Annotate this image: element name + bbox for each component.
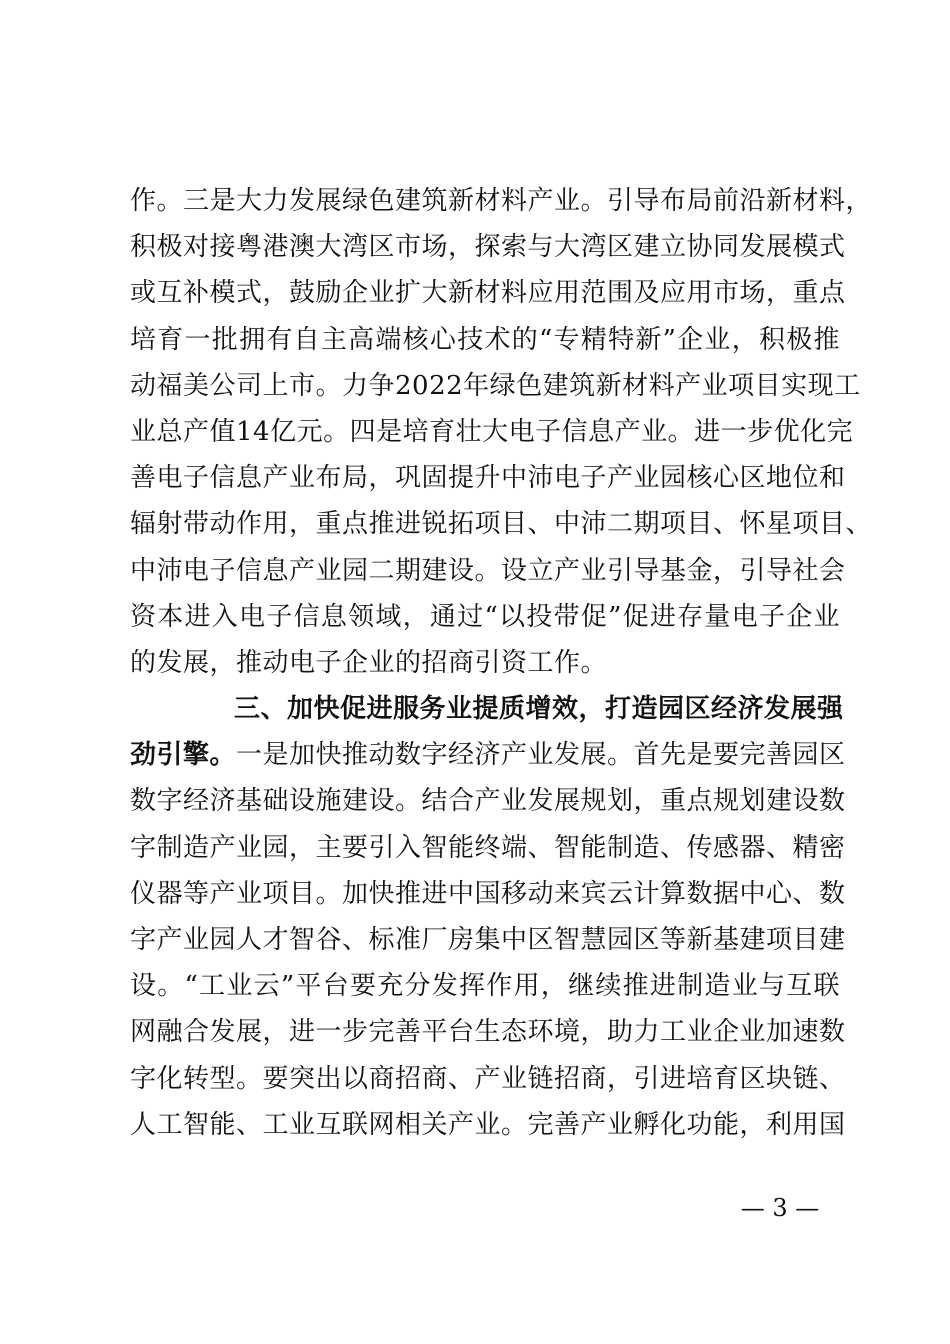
text-line: 网融合发展，进一步完善平台生态环境，助力工业企业加速数 <box>130 1017 846 1048</box>
text-line: 字产业园人才智谷、标准厂房集中区智慧园区等新基建项目建 <box>130 925 846 955</box>
text-line: 人工智能、工业互联网相关产业。完善产业孵化功能，利用国 <box>130 1109 846 1140</box>
page-number: — 3 — <box>740 1194 820 1222</box>
text-line: 中沛电子信息产业园二期建设。设立产业引导基金，引导社会 <box>130 555 846 586</box>
section-heading: 三、加快促进服务业提质增效，打造园区经济发展强 <box>234 694 844 725</box>
text-line: 数字经济基础设施建设。结合产业发展规划，重点规划建设数 <box>130 786 846 817</box>
text-line: 作。三是大力发展绿色建筑新材料产业。引导布局前沿新材料， <box>130 186 873 216</box>
text-line: 培育一批拥有自主高端核心技术的“专精特新”企业，积极推 <box>130 324 840 355</box>
text-line: 仪器等产业项目。加快推进中国移动来宾云计算数据中心、数 <box>130 878 846 909</box>
text-line <box>130 732 846 778</box>
body-text <box>130 178 873 1148</box>
text-line: 善电子信息产业布局，巩固提升中沛电子产业园核心区地位和 <box>130 463 846 494</box>
text-line: 业总产值14亿元。四是培育壮大电子信息产业。进一步优化完 <box>130 416 854 447</box>
text-line: 或互补模式，鼓励企业扩大新材料应用范围及应用市场，重点 <box>130 278 846 309</box>
text-line: 动福美公司上市。力争2022年绿色建筑新材料产业项目实现工 <box>130 370 861 401</box>
text-line: 字化转型。要突出以商招商、产业链招商，引进培育区块链、 <box>130 1063 846 1094</box>
section-heading-end: 劲引擎。 <box>130 740 237 771</box>
text-line: 设。“工业云”平台要充分发挥作用，继续推进制造业与互联 <box>130 971 840 1002</box>
text-line: 的发展，推动电子企业的招商引资工作。 <box>130 647 608 678</box>
text-line: 辐射带动作用，重点推进锐拓项目、中沛二期项目、怀星项目、 <box>130 509 873 540</box>
text-line: 资本进入电子信息领域，通过“以投带促”促进存量电子企业 <box>130 601 840 632</box>
text-line: 字制造产业园，主要引入智能终端、智能制造、传感器、精密 <box>130 832 846 863</box>
text-line: 积极对接粤港澳大湾区市场，探索与大湾区建立协同发展模式 <box>130 232 846 263</box>
text-span: 一是加快推动数字经济产业发展。首先是要完善园区 <box>236 740 846 771</box>
